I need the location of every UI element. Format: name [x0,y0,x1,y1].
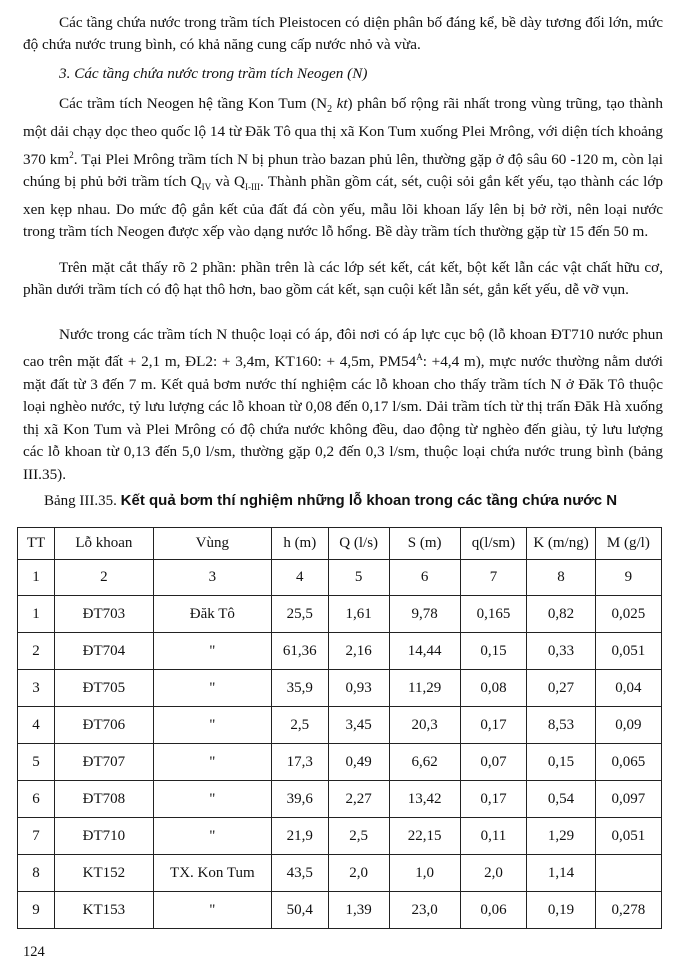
table-cell: 0,165 [460,596,527,633]
table-cell: 8 [527,560,595,596]
table-cell: 3 [18,670,55,707]
table-caption [44,492,664,510]
table-cell: 0,025 [595,596,661,633]
table-cell: " [153,892,271,929]
table-cell: 43,5 [271,855,328,892]
table-cell: " [153,781,271,818]
text-run: : +4,4 m), mực nước thường nằm dưới mặt đất từ 3 đến 7 m. Kết quả bơm nước thí nghiệm các lỗ khoan cho thấy trầm tích N ở Đăk Tô thuộc loại nghèo nước, tỷ lưu lượng các lỗ khoan từ 0,08 đến 0,17 l/sm. Dải trầm tích từ thị trấn Đăk Hà xuống thị xã Kon Tum và Plei Mrông có độ chứa nước không đều, dao động từ nghèo đến giàu, tỷ lưu lượng các lỗ khoan từ 0,13 đến 5,0 l/sm, thường gặp 0,2 đến 0,3 l/sm, thuộc loại chứa nước trung bình (bảng III.35). [23,353,663,483]
table-cell: 1,0 [389,855,460,892]
table-cell: 1,39 [328,892,389,929]
table-cell: 3,45 [328,707,389,744]
table-row [18,855,662,892]
table-row [18,892,662,929]
table-cell: 5 [328,560,389,596]
table-cell: ĐT704 [54,633,153,670]
table-cell: Lỗ khoan [54,528,153,560]
table-cell: ĐT710 [54,818,153,855]
table-cell: ĐT707 [54,744,153,781]
table-cell: 0,051 [595,633,661,670]
table-row [18,596,662,633]
table-cell: 2 [54,560,153,596]
table-cell: 1 [18,560,55,596]
table-row [18,633,662,670]
caption-title: Kết quả bơm thí nghiệm những lỗ khoan trong các tầng chứa nước N [120,492,618,509]
table-cell: 17,3 [271,744,328,781]
table-cell: 1 [18,596,55,633]
pumping-test-table [17,527,662,929]
table-cell: 23,0 [389,892,460,929]
paragraph-pleistocene: Các tầng chứa nước trong trầm tích Pleistocen có diện phân bố đáng kể, bề dày tương đối lớn, mức độ chứa nước trung bình, có khả năng cung cấp nước nhỏ và vừa. [23,14,663,54]
table-cell: ĐT703 [54,596,153,633]
table-cell: 1,14 [527,855,595,892]
table-cell: 0,54 [527,781,595,818]
table-cell: 2,5 [271,707,328,744]
table-cell: 9,78 [389,596,460,633]
table-cell: 0,097 [595,781,661,818]
table-cell: ĐT706 [54,707,153,744]
paragraph-water [23,324,663,486]
table-cell: 7 [460,560,527,596]
table-cell: 25,5 [271,596,328,633]
table-cell: 0,49 [328,744,389,781]
table-cell: Vùng [153,528,271,560]
table-cell: KT152 [54,855,153,892]
text-run: Nước trong các trầm tích N thuộc loại có áp, đôi nơi có áp lực cục bộ (lỗ khoan ĐT710 nước phun cao trên mặt đất + 2,1 m, ĐL2: + 3,4m, KT160: + 4,5m, PM54 [23,326,663,371]
subscript: I-III [244,182,260,193]
table-row [18,781,662,818]
table-column-number-row [18,560,662,596]
table-cell: 0,17 [460,707,527,744]
table-cell: " [153,707,271,744]
table-cell: 13,42 [389,781,460,818]
table-cell: 2 [18,633,55,670]
table-cell: 0,278 [595,892,661,929]
table-cell: 0,09 [595,707,661,744]
text-run: ) phân bố rộng rãi nhất trong vùng trũng, tạo thành một dải chạy dọc theo quốc lộ 14 từ Đăk Tô qua thị xã Kon Tum xuống Plei Mrông, với diện tích khoảng 370 km [23,95,663,168]
table-cell: " [153,633,271,670]
table-cell: " [153,670,271,707]
table-cell: 9 [595,560,661,596]
table-cell: q(l/sm) [460,528,527,560]
table-cell: 0,27 [527,670,595,707]
table-cell: 14,44 [389,633,460,670]
table-cell: 0,08 [460,670,527,707]
table-cell: 7 [18,818,55,855]
table-cell: 8 [18,855,55,892]
text-run: Các trầm tích Neogen hệ tầng Kon Tum (N [59,95,328,112]
table-cell: 50,4 [271,892,328,929]
table-cell: " [153,818,271,855]
text-run: . Thành phần gồm cát, sét, cuội sỏi gắn kết yếu, tạo thành các lớp xen kẹp nhau. Do mức độ gắn kết của đất đá còn yếu, mẫu lõi khoan lấy lên bị bở rời, nên loại nước trong trầm tích Neogen được xếp vào dạng nước lỗ hổng. Bề dày trầm tích thường gặp từ 15 đến 50 m. [23,173,663,241]
section-heading: 3. Các tầng chứa nước trong trầm tích Neogen (N) [59,65,368,82]
table-cell: K (m/ng) [527,528,595,560]
table-cell: Q (l/s) [328,528,389,560]
table-cell: 2,0 [460,855,527,892]
text-run: và Q [211,173,245,191]
text-run: . Tại Plei Mrông trầm tích N bị phun trào bazan phủ lên, thường gặp ở độ sâu 60 -120 m, còn lại chúng bị phủ bởi trầm tích Q [23,150,663,191]
table-cell: 0,82 [527,596,595,633]
table-row [18,744,662,781]
table-cell: 8,53 [527,707,595,744]
table-cell: Đăk Tô [153,596,271,633]
table-cell: 3 [153,560,271,596]
table-cell: 61,36 [271,633,328,670]
subscript: 2 [327,104,333,116]
table-cell: 11,29 [389,670,460,707]
table-cell: TX. Kon Tum [153,855,271,892]
table-cell: 0,33 [527,633,595,670]
table-cell: 0,065 [595,744,661,781]
table-cell: 0,04 [595,670,661,707]
table-cell: 0,06 [460,892,527,929]
table-cell: S (m) [389,528,460,560]
table-cell: 2,16 [328,633,389,670]
table-cell: 0,15 [527,744,595,781]
table-cell: 2,27 [328,781,389,818]
table-cell: 0,15 [460,633,527,670]
table-cell: KT153 [54,892,153,929]
table-row [18,707,662,744]
table-cell: 6 [389,560,460,596]
table-cell: 0,07 [460,744,527,781]
superscript: A [416,352,423,363]
caption-prefix: Bảng III.35. [44,493,121,509]
table-cell: 0,93 [328,670,389,707]
table-cell: 6,62 [389,744,460,781]
table-cell: 1,61 [328,596,389,633]
table-cell: 22,15 [389,818,460,855]
table-cell: 6 [18,781,55,818]
table-cell: 35,9 [271,670,328,707]
table-cell: 4 [271,560,328,596]
table-cell: 2,5 [328,818,389,855]
table-cell: " [153,744,271,781]
table-cell: h (m) [271,528,328,560]
table-row [18,818,662,855]
table-cell: 20,3 [389,707,460,744]
table-cell: 5 [18,744,55,781]
table-cell: 0,19 [527,892,595,929]
paragraph-neogen [23,93,663,244]
table-cell: M (g/l) [595,528,661,560]
paragraph-cross-section: Trên mặt cắt thấy rõ 2 phần: phần trên là các lớp sét kết, cát kết, bột kết lẫn các vật chất hữu cơ, phần dưới trầm tích có độ hạt thô hơn, bao gồm cát kết, sạn cuội kết lẫn sét, gắn kết yếu, dễ vỡ vụn. [23,259,663,299]
table-cell: TT [18,528,55,560]
subscript: IV [201,182,212,193]
table-cell [595,855,661,892]
table-cell: 0,17 [460,781,527,818]
table-cell: ĐT708 [54,781,153,818]
table-cell: 9 [18,892,55,929]
table-cell: 1,29 [527,818,595,855]
table-cell: ĐT705 [54,670,153,707]
table-cell: 39,6 [271,781,328,818]
superscript: 2 [69,149,74,160]
table-cell: 0,11 [460,818,527,855]
table-cell: 0,051 [595,818,661,855]
table-cell: 4 [18,707,55,744]
table-cell: 2,0 [328,855,389,892]
table-header-row [18,528,662,560]
italic-run: kt [336,95,348,112]
table-row [18,670,662,707]
table-cell: 21,9 [271,818,328,855]
page-number: 124 [23,944,45,960]
